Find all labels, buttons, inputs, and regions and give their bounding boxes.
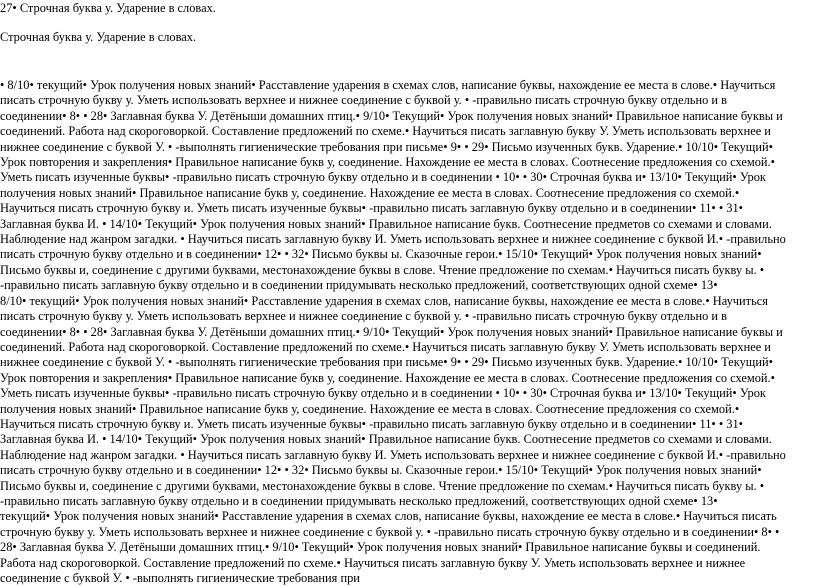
- document-body: [0, 78, 790, 586]
- body-paragraph: • 8/10• текущий• Урок получения новых знаний• Расставление ударения в схемах слов, написание буквы, нахождение ее места в слове.• Научиться писать строчную букву у. Уметь использовать верхнее и нижнее соединение с буквой у. • -правильно писать строчную букву отдельно и в соединении• 8• • 28• Заглавная буква У. Детёныши домашних птиц.• 9/10• Текущий• Урок получения новых знаний• Правильное написание буквы и соединений. Работа над скороговоркой. Составление предложений по схеме.• Научиться писать заглавную букву У. Уметь использовать верхнее и нижнее соединение с буквой У. • -выполнять гигиенические требования при письме• 9• • 29• Письмо изученных букв. Ударение.• 10/10• Текущий• Урок повторения и закрепления• Правильное написание букв у, соединение. Нахождение ее места в словах. Соотнесение предложения со схемой.• Уметь писать изученные буквы• -правильно писать строчную букву отдельно и в соединении • 10• • 30• Строчная буква и• 13/10• Текущий• Урок получения новых знаний• Правильное написание букв у, соединение. Нахождение ее места в словах. Соотнесение предложения со схемой.• Научиться писать строчную букву и. Уметь писать изученные буквы• -правильно писать заглавную букву отдельно и в соединении• 11• • 31• Заглавная буква И. • 14/10• Текущий• Урок получения новых знаний• Правильное написание букв. Соотнесение предметов со схемами и словами. Наблюдение над жанром загадки. • Научиться писать заглавную букву И. Уметь использовать верхнее и нижнее соединение с буквой И.• -правильно писать строчную букву отдельно и в соединении• 12• • 32• Письмо буквы ы. Сказочные герои.• 15/10• Текущий• Урок получения новых знаний• Письмо буквы и, соединение с другими буквами, местонахождение буквы в слове. Чтение предложение по схемам.• Научиться писать букву ы. • -правильно писать заглавную букву отдельно и в соединении придумывать несколько предложений, соответствующих одной схеме• 13•: [0, 78, 786, 293]
- body-paragraph: 8/10• текущий• Урок получения новых знаний• Расставление ударения в схемах слов, написание буквы, нахождение ее места в слове.• Научиться писать строчную букву у. Уметь использовать верхнее и нижнее соединение с буквой у. • -правильно писать строчную букву отдельно и в соединении• 8• • 28• Заглавная буква У. Детёныши домашних птиц.• 9/10• Текущий• Урок получения новых знаний• Правильное написание буквы и соединений. Работа над скороговоркой. Составление предложений по схеме.• Научиться писать заглавную букву У. Уметь использовать верхнее и нижнее соединение с буквой У. • -выполнять гигиенические требования при письме• 9• • 29• Письмо изученных букв. Ударение.• 10/10• Текущий• Урок повторения и закрепления• Правильное написание букв у, соединение. Нахождение ее места в словах. Соотнесение предложения со схемой.• Уметь писать изученные буквы• -правильно писать строчную букву отдельно и в соединении • 10• • 30• Строчная буква и• 13/10• Текущий• Урок получения новых знаний• Правильное написание букв у, соединение. Нахождение ее места в словах. Соотнесение предложения со схемой.• Научиться писать строчную букву и. Уметь писать изученные буквы• -правильно писать заглавную букву отдельно и в соединении• 11• • 31• Заглавная буква И. • 14/10• Текущий• Урок получения новых знаний• Правильное написание букв. Соотнесение предметов со схемами и словами. Наблюдение над жанром загадки. • Научиться писать заглавную букву И. Уметь использовать верхнее и нижнее соединение с буквой И.• -правильно писать строчную букву отдельно и в соединении• 12• • 32• Письмо буквы ы. Сказочные герои.• 15/10• Текущий• Урок получения новых знаний• Письмо буквы и, соединение с другими буквами, местонахождение буквы в слове. Чтение предложение по схемам.• Научиться писать букву ы. • -правильно писать заглавную букву отдельно и в соединении придумывать несколько предложений, соответствующих одной схеме• 13•: [0, 293, 786, 508]
- document-subtitle: Строчная буква у. Ударение в словах.: [0, 30, 197, 44]
- body-paragraph: текущий• Урок получения новых знаний• Расставление ударения в схемах слов, написание буквы, нахождение ее места в слове.• Научиться писать строчную букву у. Уметь использовать верхнее и нижнее соединение с буквой у. • -правильно писать строчную букву отдельно и в соединении• 8• • 28• Заглавная буква У. Детёныши домашних птиц.• 9/10• Текущий• Урок получения новых знаний• Правильное написание буквы и соединений. Работа над скороговоркой. Составление предложений по схеме.• Научиться писать заглавную букву У. Уметь использовать верхнее и нижнее соединение с буквой У. • -выполнять гигиенические требования при: [0, 509, 780, 585]
- document-title: 27• Строчная буква у. Ударение в словах.: [0, 1, 216, 15]
